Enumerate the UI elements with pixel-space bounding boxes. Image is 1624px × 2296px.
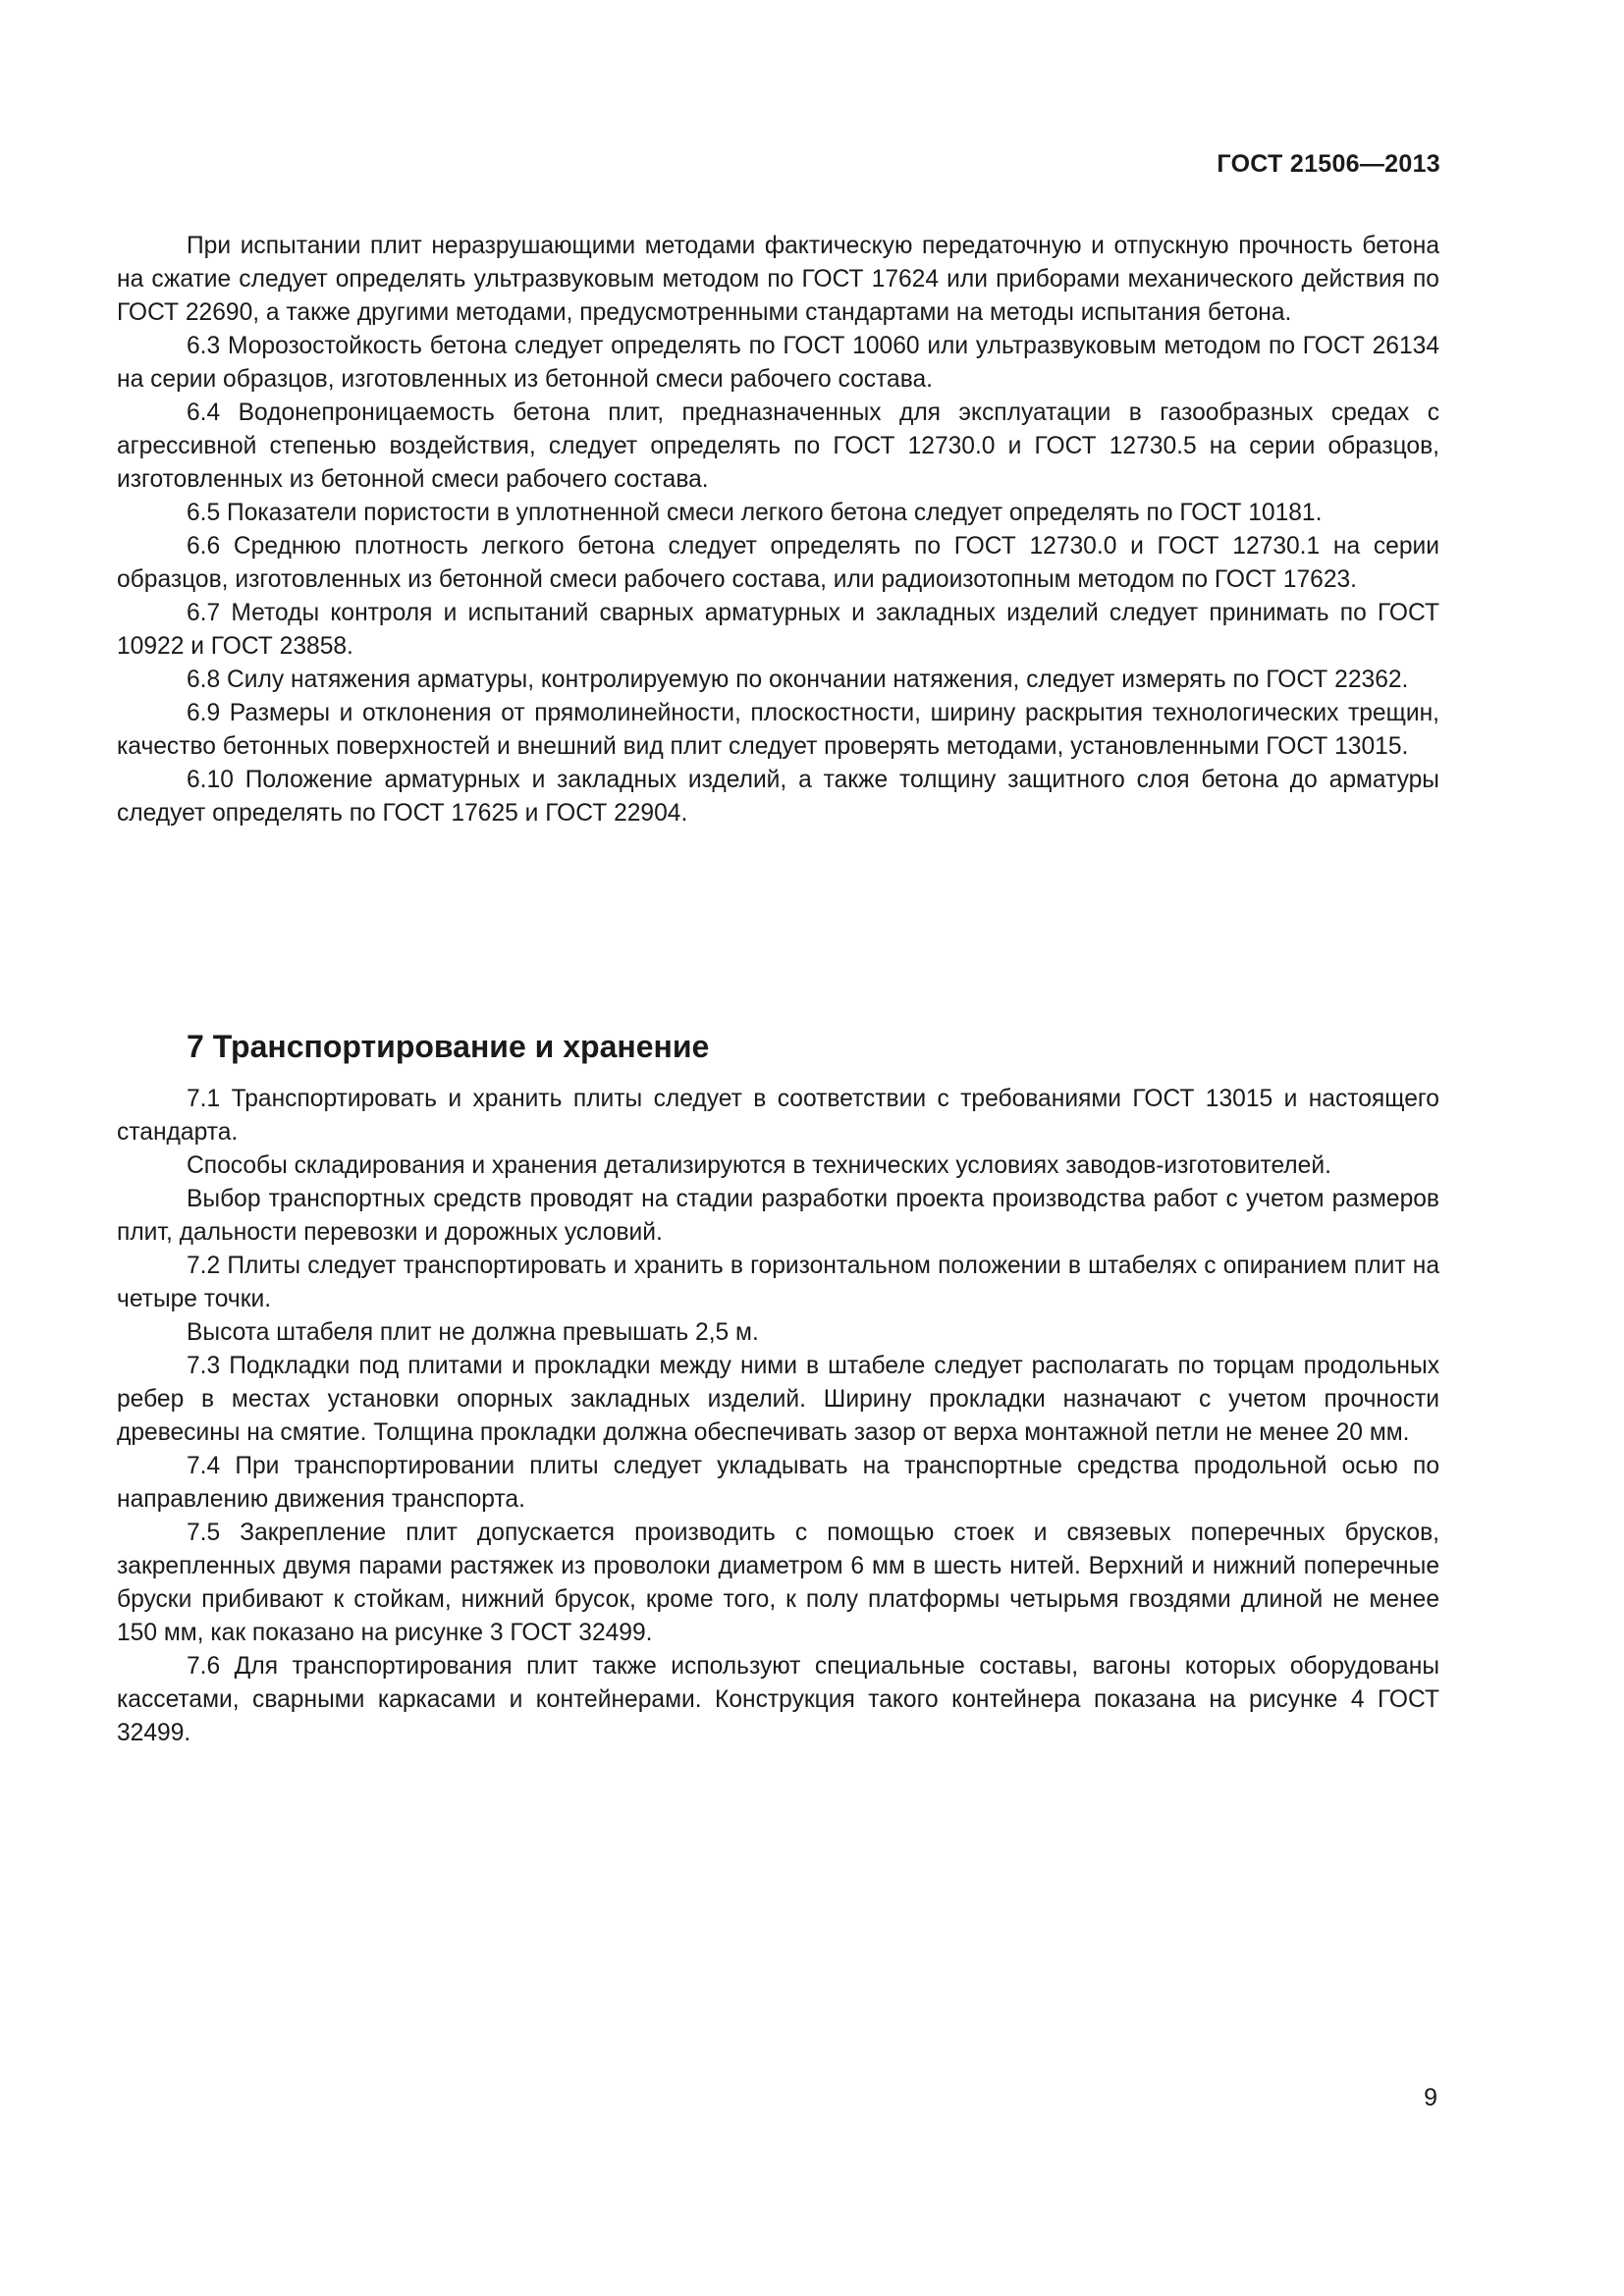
paragraph-6-4: 6.4 Водонепроницаемость бетона плит, предназначенных для эксплуатации в газообразных средах с агрессивной степенью воздействия, следует определять по ГОСТ 12730.0 и ГОСТ 12730.5 на серии образцов, изготовленных из бетонной смеси рабочего состава. xyxy=(117,400,1439,493)
section-6-body xyxy=(117,230,1439,830)
paragraph-7-1-vehicles: Выбор транспортных средств проводят на стадии разработки проекта производства работ с учетом размеров плит, дальности перевозки и дорожных условий. xyxy=(117,1186,1439,1246)
paragraph-6-3: 6.3 Морозостойкость бетона следует определять по ГОСТ 10060 или ультразвуковым методом по ГОСТ 26134 на серии образцов, изготовленных из бетонной смеси рабочего состава. xyxy=(117,333,1439,393)
paragraph-6-10: 6.10 Положение арматурных и закладных изделий, а также толщину защитного слоя бетона до арматуры следует определять по ГОСТ 17625 и ГОСТ 22904. xyxy=(117,767,1439,827)
document-header: ГОСТ 21506—2013 xyxy=(1217,150,1440,178)
paragraph-6-8: 6.8 Силу натяжения арматуры, контролируемую по окончании натяжения, следует измерять по ГОСТ 22362. xyxy=(187,667,1409,693)
paragraph-7-4: 7.4 При транспортировании плиты следует укладывать на транспортные средства продольной осью по направлению движения транспорта. xyxy=(117,1453,1439,1513)
paragraph-7-1: 7.1 Транспортировать и хранить плиты следует в соответствии с требованиями ГОСТ 13015 и настоящего стандарта. xyxy=(117,1086,1439,1146)
paragraph-6-6: 6.6 Среднюю плотность легкого бетона следует определять по ГОСТ 12730.0 и ГОСТ 12730.1 на серии образцов, изготовленных из бетонной смеси рабочего состава, или радиоизотопным методом по ГОСТ 17623. xyxy=(117,533,1439,593)
paragraph-6-9: 6.9 Размеры и отклонения от прямолинейности, плоскостности, ширину раскрытия технологических трещин, качество бетонных поверхностей и внешний вид плит следует проверять методами, установленными ГОСТ 13015. xyxy=(117,700,1439,760)
paragraph-6-5: 6.5 Показатели пористости в уплотненной смеси легкого бетона следует определять по ГОСТ 10181. xyxy=(187,500,1323,526)
page-number: 9 xyxy=(1424,2084,1437,2111)
paragraph-7-2: 7.2 Плиты следует транспортировать и хранить в горизонтальном положении в штабелях с опиранием плит на четыре точки. xyxy=(117,1253,1439,1312)
section-7-title: 7 Транспортирование и хранение xyxy=(187,1029,710,1064)
paragraph-7-6: 7.6 Для транспортирования плит также используют специальные составы, вагоны которых оборудованы кассетами, сварными каркасами и контейнерами. Конструкция такого контейнера показана на рисунке 4 ГОСТ 32499. xyxy=(117,1653,1439,1746)
paragraph-7-2-stack-height: Высота штабеля плит не должна превышать 2,5 м. xyxy=(187,1319,759,1346)
paragraph-7-3: 7.3 Подкладки под плитами и прокладки между ними в штабеле следует располагать по торцам продольных ребер в местах установки опорных закладных изделий. Ширину прокладки назначают с учетом прочности древесины на смятие. Толщина прокладки должна обеспечивать зазор от верха монтажной петли не менее 20 мм. xyxy=(117,1353,1439,1446)
paragraph-6-7: 6.7 Методы контроля и испытаний сварных арматурных и закладных изделий следует принимать по ГОСТ 10922 и ГОСТ 23858. xyxy=(117,600,1439,660)
paragraph-7-1-storage: Способы складирования и хранения детализируются в технических условиях заводов-изготовителей. xyxy=(187,1152,1331,1179)
paragraph-6-2-continued: При испытании плит неразрушающими методами фактическую передаточную и отпускную прочность бетона на сжатие следует определять ультразвуковым методом по ГОСТ 17624 или приборами механического действия по ГОСТ 22690, а также другими методами, предусмотренными стандартами на методы испытания бетона. xyxy=(117,233,1439,326)
section-7-body xyxy=(117,1083,1439,1750)
paragraph-7-5: 7.5 Закрепление плит допускается производить с помощью стоек и связевых поперечных брусков, закрепленных двумя парами растяжек из проволоки диаметром 6 мм в шесть нитей. Верхний и нижний поперечные бруски прибивают к стойкам, нижний брусок, кроме того, к полу платформы четырьмя гвоздями длиной не менее 150 мм, как показано на рисунке 3 ГОСТ 32499. xyxy=(117,1520,1439,1646)
